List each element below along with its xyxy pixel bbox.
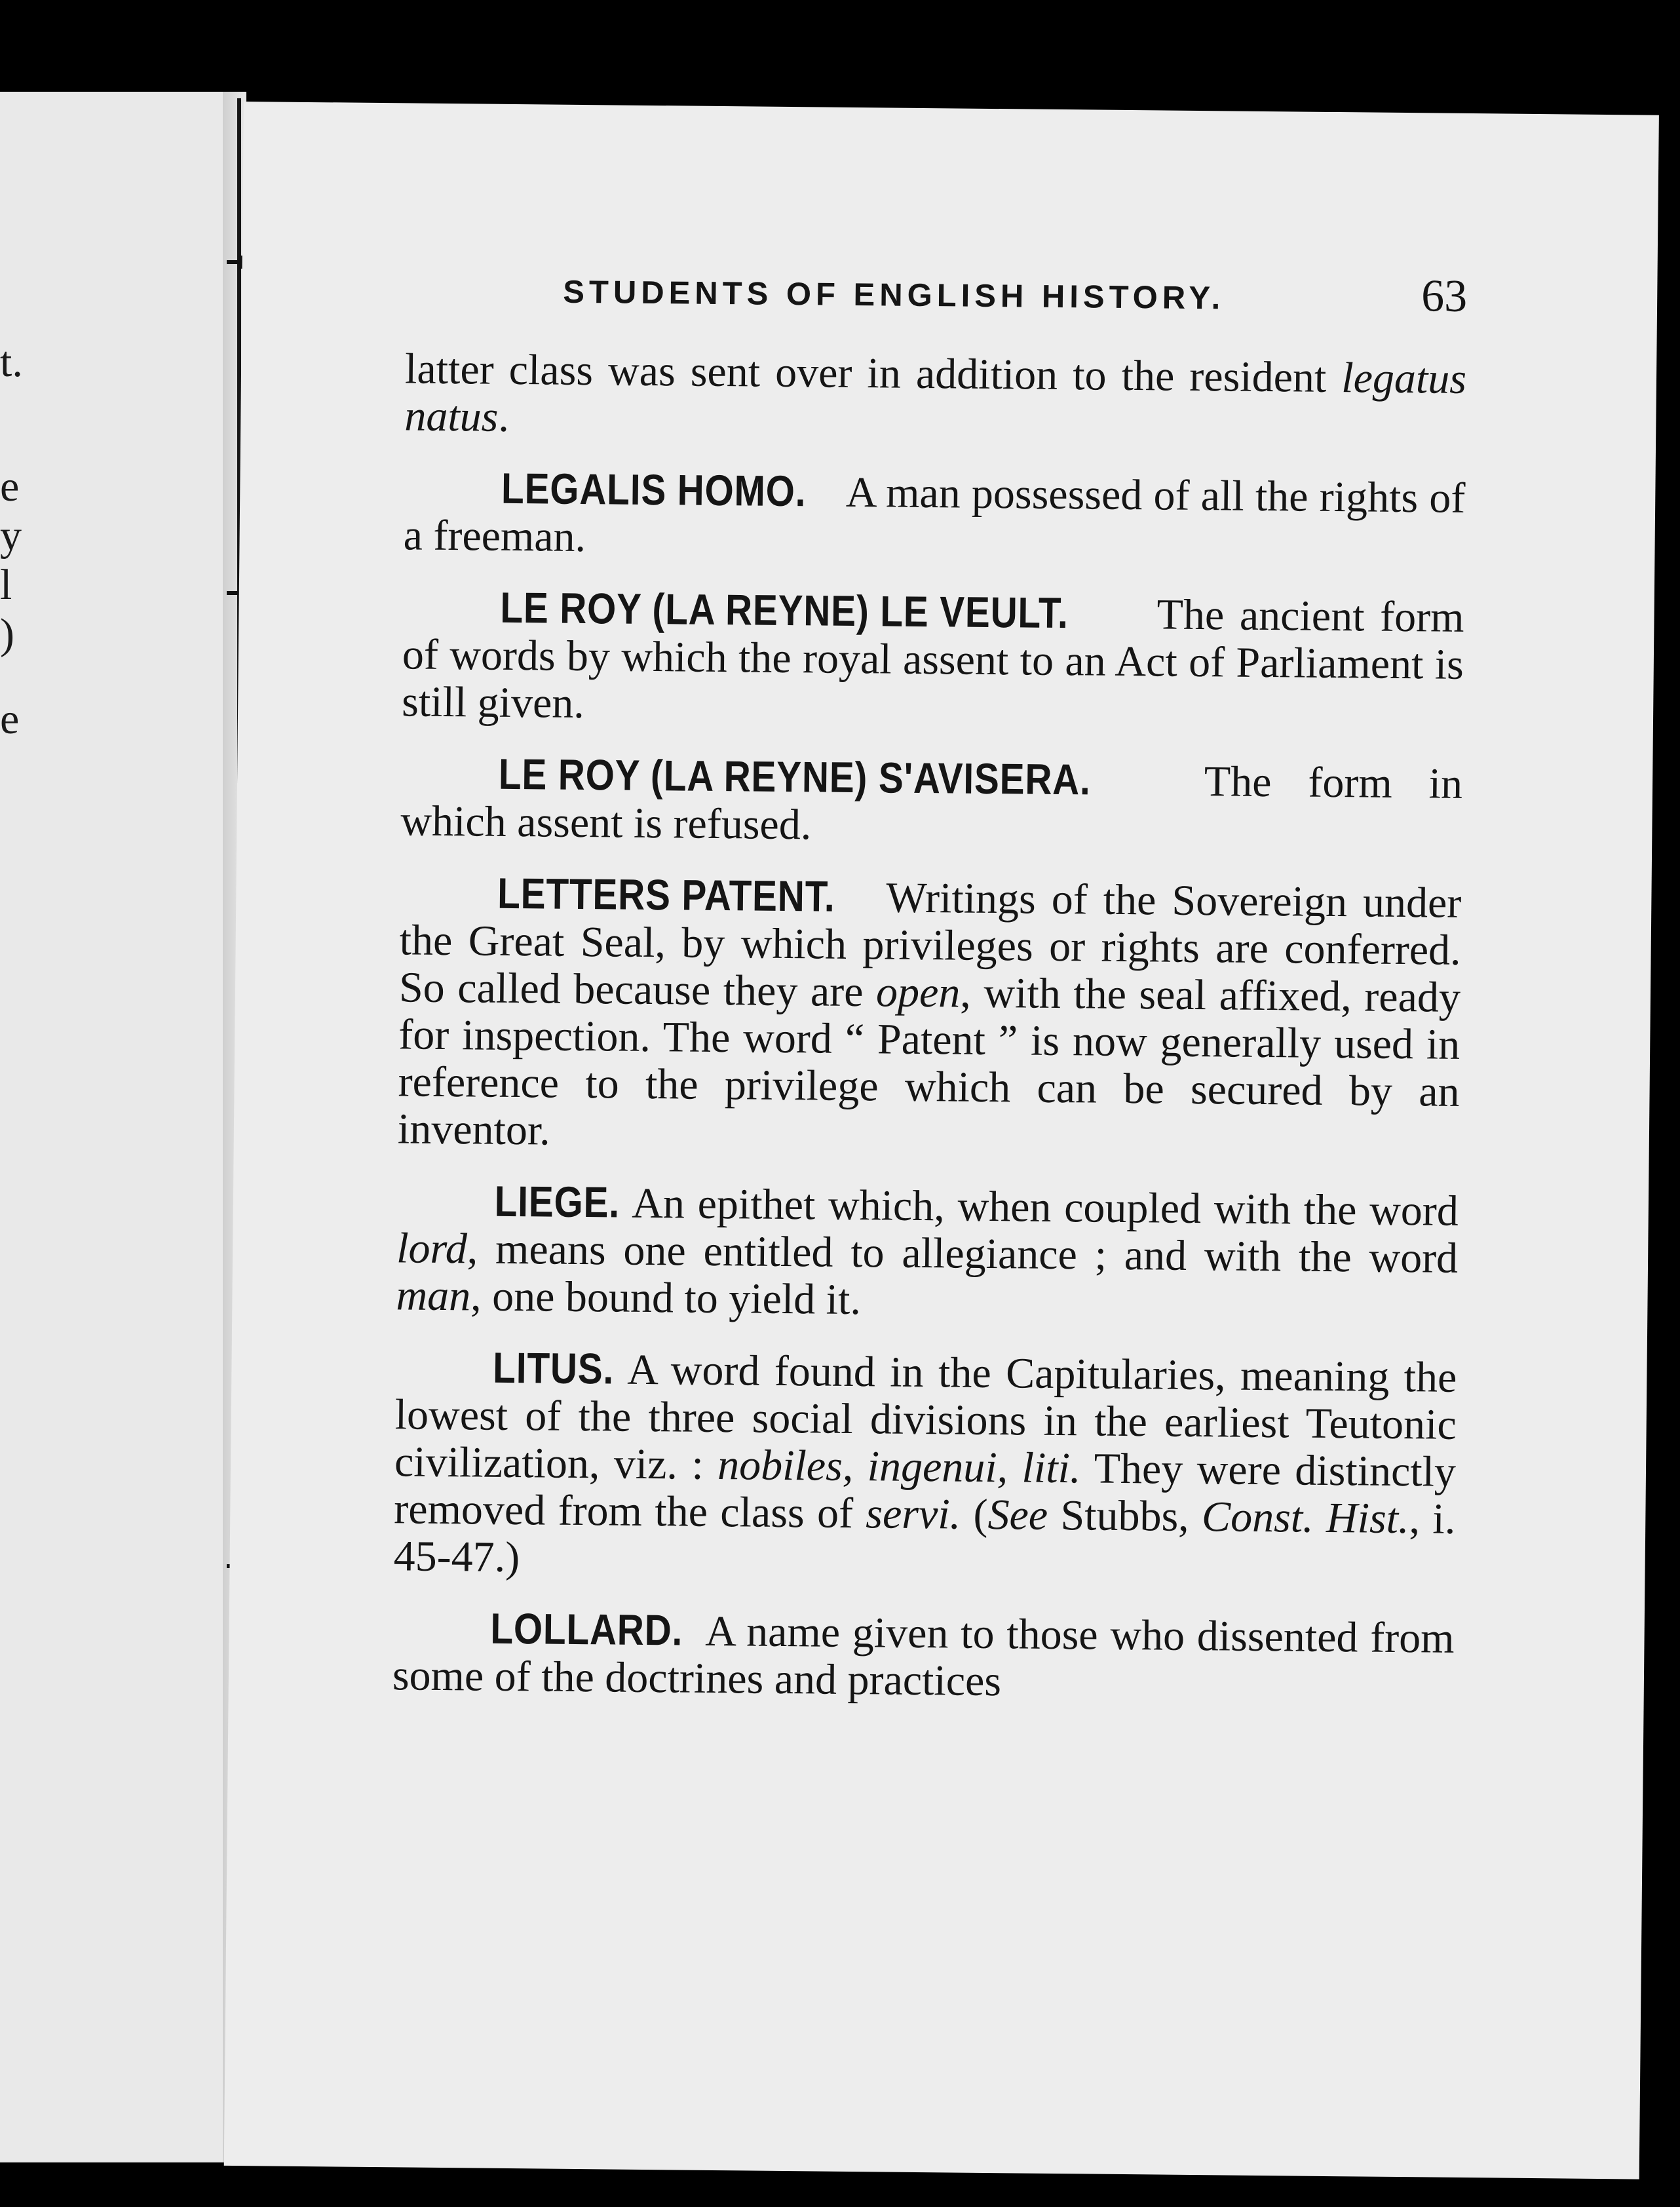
left-page-edge [0,92,225,2162]
left-page-fragment: y [0,512,22,560]
entry-definition: A name given to those who dissented from some of the doctrines and practices [392,1607,1455,1706]
italic-term: legatus natus [404,354,1467,441]
italic-term: lord [396,1224,468,1273]
page-body [392,260,1467,1733]
entry-definition: , one bound to yield it. [470,1272,862,1324]
italic-term: open [875,968,961,1017]
entry-headword: LEGALIS HOMO. [501,463,807,516]
italic-term: See [987,1491,1048,1539]
entry-definition: , with the seal affixed, ready for inspection. The word “ Patent ” is now generally used in reference to the privilege which can be secured by an inventor. [397,969,1461,1155]
entry-definition: ( [960,1490,988,1539]
running-title: STUDENTS OF ENGLISH HISTORY. [562,274,1225,317]
entry-definition: , i. 45-47.) [393,1495,1456,1582]
entry-definition: The ancient form of words by which the royal assent to an Act of Parliament is still given. [401,590,1464,728]
left-page-fragment: e [0,463,20,510]
glossary-entry [402,583,1464,736]
entry-definition: Stubbs, [1047,1491,1202,1541]
entry-headword: LITUS. [492,1343,615,1393]
entry-headword: LOLLARD. [490,1603,683,1655]
entry-definition: A man possessed of all the rights of a freeman. [403,468,1466,562]
paragraph-text: . [498,393,510,441]
italic-term: nobiles, ingenui, liti. [717,1441,1081,1493]
glossary-entry [398,868,1462,1163]
entry-headword: LE ROY (LA REYNE) S'AVISERA. [498,749,1092,804]
glossary-entry [396,1176,1459,1330]
italic-term: servi. [866,1489,961,1539]
page-number: 63 [1421,271,1468,322]
entry-definition: A word found in the Capitularies, meaning the lowest of the three social divisions in the earliest Teutonic civilization, viz. : [394,1345,1457,1489]
entry-headword: LETTERS PATENT. [497,868,835,921]
entry-definition: , means one entitled to allegiance ; and with the word [467,1225,1459,1282]
entry-definition: They were distinctly removed from the class of [394,1444,1457,1538]
left-page-fragment: ) [0,610,14,658]
left-page-fragment: e [0,695,20,743]
entry-headword: LIEGE. [494,1176,620,1227]
left-page-fragment: l [0,561,12,609]
glossary-entry [400,749,1462,855]
entry-definition: Writings of the Sovereign under the Great Seal, by which privileges or rights are conferred. So called because they are [398,873,1462,1016]
paragraph-text: latter class was sent over in addition to the resident [404,345,1342,402]
entry-headword: LE ROY (LA REYNE) LE VEULT. [500,583,1069,638]
entry-definition: The form in which assent is refused. [400,758,1463,849]
entry-definition: An epithet which, when coupled with the word [631,1179,1459,1235]
glossary-entry [403,463,1465,569]
right-page [224,102,1659,2179]
italic-term: Const. Hist. [1201,1493,1409,1543]
glossary-entry [392,1603,1455,1710]
left-page-fragment: t. [0,338,23,386]
glossary-entry [393,1343,1457,1590]
running-head [406,260,1468,330]
italic-term: man [396,1271,471,1320]
continuation-paragraph [404,345,1466,450]
